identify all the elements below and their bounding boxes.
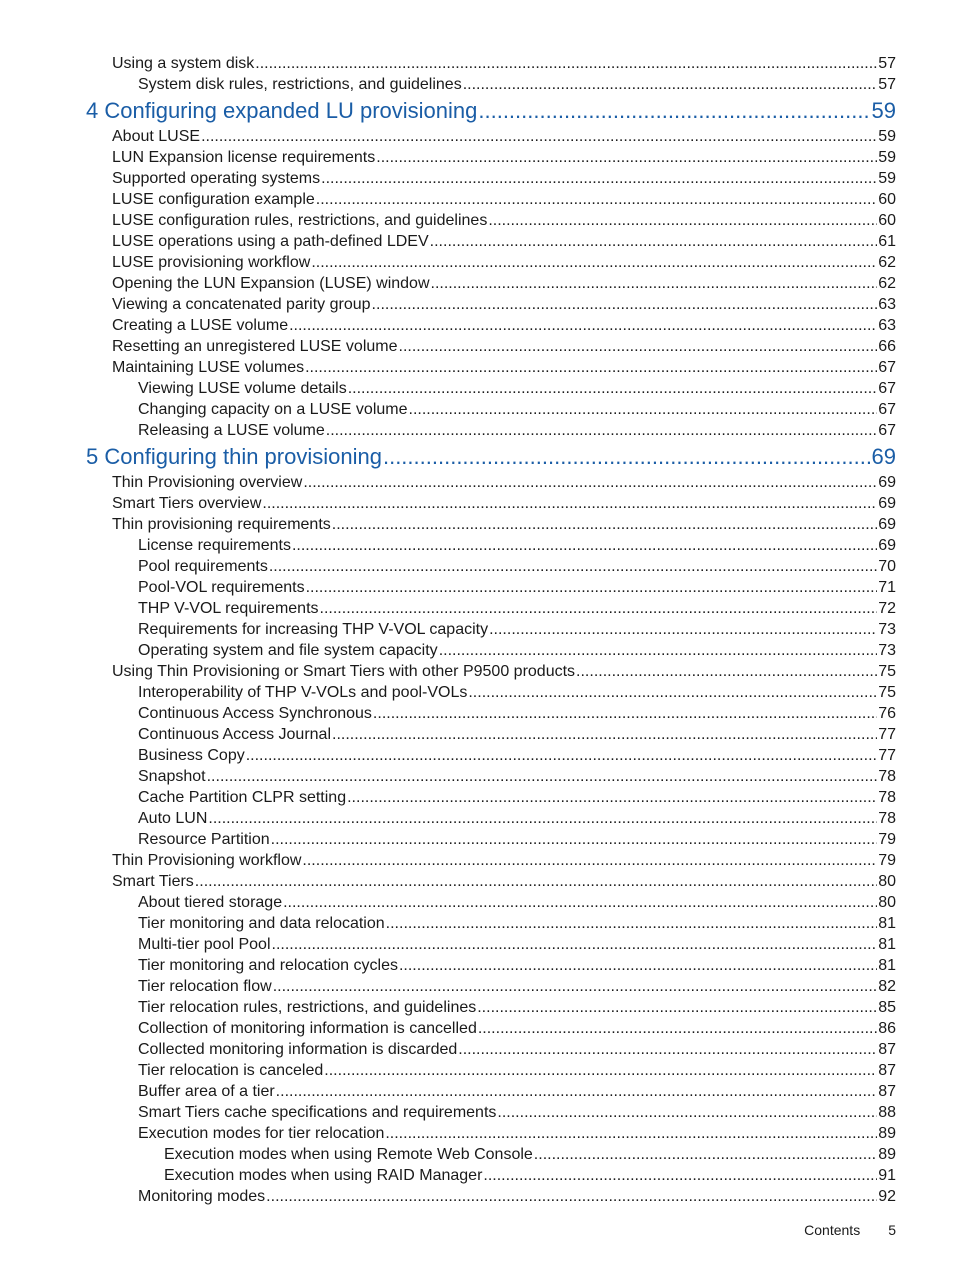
toc-entry[interactable] [0,474,954,495]
toc-entry-page: 78 [878,768,896,785]
toc-entry-title: System disk rules, restrictions, and guidelines [138,76,462,93]
toc-entry[interactable] [0,359,954,380]
toc-entry[interactable] [0,422,954,443]
toc-entry-title: Snapshot [138,768,206,785]
toc-entry-page: 73 [878,642,896,659]
toc-entry[interactable] [0,76,954,97]
toc-entry[interactable] [0,149,954,170]
toc-entry[interactable] [0,128,954,149]
toc-entry-title: Execution modes when using Remote Web Console [164,1146,533,1163]
toc-leader-dots [255,55,877,73]
toc-leader-dots [386,915,878,933]
toc-entry-title: Cache Partition CLPR setting [138,789,347,806]
toc-entry-page: 62 [878,254,896,271]
toc-entry-title: Supported operating systems [112,170,321,187]
toc-entry-title: Thin Provisioning workflow [112,852,302,869]
toc-entry-page: 67 [878,401,896,418]
toc-entry[interactable] [0,894,954,915]
toc-leader-dots [195,873,877,891]
toc-leader-dots [320,600,878,618]
toc-leader-dots [468,684,877,702]
toc-leader-dots [399,338,878,356]
toc-entry-title: Using Thin Provisioning or Smart Tiers with other P9500 products [112,663,576,680]
toc-entry-page: 69 [878,516,896,533]
toc-leader-dots [348,380,878,398]
toc-entry[interactable] [0,296,954,317]
toc-leader-dots [458,1041,877,1059]
toc-leader-dots [272,936,878,954]
toc-leader-dots [488,212,877,230]
toc-entry-page: 70 [878,558,896,575]
toc-leader-dots [439,642,878,660]
toc-entry[interactable] [0,212,954,233]
toc-entry-title: About tiered storage [138,894,283,911]
toc-entry-page: 81 [878,957,896,974]
toc-leader-dots [489,621,877,639]
toc-entry-page: 69 [878,537,896,554]
toc-entry-title: About LUSE [112,128,201,145]
toc-entry-title: Collection of monitoring information is cancelled [138,1020,477,1037]
page-footer [804,1222,896,1238]
toc-entry[interactable] [0,789,954,810]
toc-entry[interactable] [0,233,954,254]
toc-entry-title: Smart Tiers [112,873,194,890]
toc-entry-title: Auto LUN [138,810,208,827]
toc-entry[interactable] [0,317,954,338]
toc-entry[interactable] [0,55,954,76]
toc-leader-dots [385,1125,877,1143]
toc-entry[interactable] [0,495,954,516]
toc-entry[interactable] [0,852,954,873]
toc-leader-dots [332,516,877,534]
toc-entry-page: 67 [878,422,896,439]
toc-entry-page: 80 [878,873,896,890]
footer-page-number: 5 [888,1222,896,1238]
toc-entry-page: 59 [878,149,896,166]
toc-entry-title: Collected monitoring information is discarded [138,1041,458,1058]
toc-entry[interactable] [0,978,954,999]
toc-entry-page: 89 [878,1125,896,1142]
toc-leader-dots [302,852,877,870]
toc-entry-page: 87 [878,1062,896,1079]
toc-leader-dots [497,1104,877,1122]
toc-entry-page: 78 [878,789,896,806]
toc-leader-dots [347,789,877,807]
table-of-contents [0,55,954,1209]
toc-entry-title: Pool-VOL requirements [138,579,305,596]
toc-leader-dots [292,537,877,555]
toc-leader-dots [273,978,878,996]
toc-entry-title: Changing capacity on a LUSE volume [138,401,408,418]
toc-entry-page: 59 [878,128,896,145]
toc-entry-page: 69 [878,495,896,512]
toc-leader-dots [271,831,878,849]
toc-entry-page: 57 [878,55,896,72]
toc-leader-dots [303,474,877,492]
toc-entry-title: Tier relocation flow [138,978,272,995]
toc-entry[interactable] [0,254,954,275]
toc-leader-dots [311,254,877,272]
toc-entry-page: 81 [878,936,896,953]
toc-entry[interactable] [0,873,954,894]
toc-entry[interactable] [0,516,954,537]
toc-entry-page: 63 [878,317,896,334]
toc-leader-dots [305,359,877,377]
toc-leader-dots [208,810,877,828]
toc-entry-title: 4 Configuring expanded LU provisioning [86,98,478,123]
toc-leader-dots [201,128,877,146]
toc-entry-page: 80 [878,894,896,911]
toc-leader-dots [463,76,878,94]
toc-entry[interactable] [0,1020,954,1041]
toc-entry-title: Releasing a LUSE volume [138,422,325,439]
toc-entry-page: 75 [878,684,896,701]
toc-leader-dots [477,999,877,1017]
toc-entry-page: 87 [878,1083,896,1100]
toc-entry-title: Pool requirements [138,558,268,575]
toc-entry[interactable] [0,1062,954,1083]
toc-leader-dots [332,726,877,744]
toc-entry[interactable] [0,191,954,212]
toc-entry-title: Execution modes for tier relocation [138,1125,385,1142]
toc-leader-dots [262,495,877,513]
toc-entry-page: 67 [878,359,896,376]
toc-entry-title: Thin Provisioning overview [112,474,303,491]
toc-entry-page: 60 [878,212,896,229]
toc-entry[interactable] [0,1167,954,1188]
toc-entry[interactable] [0,1083,954,1104]
toc-entry[interactable] [0,1188,954,1209]
toc-entry-title: Requirements for increasing THP V-VOL capacity [138,621,489,638]
toc-entry[interactable] [0,380,954,401]
toc-entry-title: Monitoring modes [138,1188,266,1205]
toc-entry-page: 62 [878,275,896,292]
toc-entry-title: Operating system and file system capacity [138,642,438,659]
toc-entry[interactable] [0,338,954,359]
toc-entry[interactable] [0,957,954,978]
toc-entry-page: 91 [878,1167,896,1184]
toc-entry[interactable] [0,999,954,1020]
toc-entry-title: Maintaining LUSE volumes [112,359,305,376]
toc-entry[interactable] [0,915,954,936]
toc-leader-dots [326,422,877,440]
toc-entry-title: Continuous Access Journal [138,726,331,743]
toc-entry[interactable] [0,747,954,768]
toc-entry[interactable] [0,1104,954,1125]
toc-entry-page: 85 [878,999,896,1016]
toc-entry-page: 63 [878,296,896,313]
toc-leader-dots [306,579,878,597]
toc-entry[interactable] [0,537,954,558]
toc-entry-title: Multi-tier pool Pool [138,936,271,953]
toc-leader-dots [483,1167,877,1185]
toc-leader-dots [383,444,871,470]
toc-entry[interactable] [0,810,954,831]
toc-leader-dots [372,296,878,314]
toc-entry[interactable] [0,642,954,663]
toc-entry-page: 86 [878,1020,896,1037]
toc-entry-page: 78 [878,810,896,827]
toc-entry-title: 5 Configuring thin provisioning [86,444,382,469]
toc-leader-dots [276,1083,878,1101]
toc-entry-title: LUSE provisioning workflow [112,254,311,271]
toc-entry-title: Execution modes when using RAID Manager [164,1167,483,1184]
toc-entry-title: Continuous Access Synchronous [138,705,372,722]
toc-entry[interactable] [0,726,954,747]
toc-entry-page: 88 [878,1104,896,1121]
toc-entry-page: 89 [878,1146,896,1163]
toc-entry-title: Business Copy [138,747,245,764]
toc-entry-page: 61 [878,233,896,250]
toc-entry-page: 69 [871,444,896,469]
toc-entry-title: Tier relocation is canceled [138,1062,324,1079]
toc-entry[interactable] [0,275,954,296]
toc-entry-page: 66 [878,338,896,355]
toc-entry-page: 75 [878,663,896,680]
toc-leader-dots [266,1188,877,1206]
toc-entry[interactable] [0,684,954,705]
toc-entry-page: 92 [878,1188,896,1205]
toc-entry-page: 87 [878,1041,896,1058]
toc-entry-page: 76 [878,705,896,722]
toc-entry[interactable] [0,705,954,726]
toc-entry[interactable] [0,936,954,957]
toc-leader-dots [431,275,878,293]
toc-leader-dots [534,1146,877,1164]
toc-entry-title: THP V-VOL requirements [138,600,319,617]
toc-entry[interactable] [0,558,954,579]
toc-entry[interactable] [0,621,954,642]
toc-entry-page: 59 [871,98,896,123]
toc-chapter-entry[interactable] [0,98,954,128]
toc-leader-dots [373,705,877,723]
toc-entry-title: LUSE configuration example [112,191,315,208]
toc-entry-page: 71 [878,579,896,596]
toc-leader-dots [376,149,877,167]
toc-entry-page: 69 [878,474,896,491]
toc-entry-page: 72 [878,600,896,617]
toc-entry[interactable] [0,663,954,684]
toc-entry[interactable] [0,1146,954,1167]
toc-entry-title: LUN Expansion license requirements [112,149,376,166]
toc-entry-title: Buffer area of a tier [138,1083,275,1100]
toc-entry-title: License requirements [138,537,291,554]
toc-entry-title: Interoperability of THP V-VOLs and pool-VOLs [138,684,468,701]
toc-leader-dots [576,663,877,681]
toc-leader-dots [269,558,877,576]
toc-entry-title: Creating a LUSE volume [112,317,289,334]
toc-leader-dots [430,233,878,251]
toc-entry-page: 57 [878,76,896,93]
toc-entry-title: Viewing a concatenated parity group [112,296,371,313]
toc-entry-page: 81 [878,915,896,932]
toc-leader-dots [289,317,877,335]
toc-entry-page: 77 [878,747,896,764]
toc-entry-page: 60 [878,191,896,208]
toc-leader-dots [316,191,877,209]
toc-leader-dots [321,170,877,188]
toc-leader-dots [324,1062,877,1080]
toc-leader-dots [478,1020,877,1038]
toc-chapter-entry[interactable] [0,444,954,474]
toc-entry-title: Resource Partition [138,831,270,848]
toc-entry-page: 82 [878,978,896,995]
toc-entry-title: Resetting an unregistered LUSE volume [112,338,398,355]
toc-entry[interactable] [0,831,954,852]
toc-leader-dots [399,957,877,975]
toc-leader-dots [409,401,878,419]
toc-leader-dots [478,98,870,124]
toc-entry-title: Viewing LUSE volume details [138,380,347,397]
toc-entry-title: Thin provisioning requirements [112,516,331,533]
toc-entry[interactable] [0,600,954,621]
toc-entry[interactable] [0,1125,954,1146]
toc-entry[interactable] [0,1041,954,1062]
toc-leader-dots [207,768,878,786]
toc-entry[interactable] [0,579,954,600]
toc-leader-dots [246,747,877,765]
toc-entry-title: Tier relocation rules, restrictions, and guidelines [138,999,477,1016]
toc-entry-page: 73 [878,621,896,638]
toc-entry-title: Smart Tiers cache specifications and requirements [138,1104,497,1121]
toc-leader-dots [283,894,877,912]
toc-entry-page: 67 [878,380,896,397]
toc-entry-title: Tier monitoring and relocation cycles [138,957,398,974]
toc-entry-page: 59 [878,170,896,187]
toc-entry-title: Opening the LUN Expansion (LUSE) window [112,275,430,292]
toc-entry[interactable] [0,401,954,422]
toc-entry[interactable] [0,768,954,789]
toc-entry[interactable] [0,170,954,191]
footer-label: Contents [804,1222,861,1238]
toc-entry-title: Smart Tiers overview [112,495,262,512]
toc-entry-page: 77 [878,726,896,743]
toc-entry-title: Tier monitoring and data relocation [138,915,385,932]
toc-entry-title: Using a system disk [112,55,255,72]
toc-entry-title: LUSE configuration rules, restrictions, and guidelines [112,212,488,229]
toc-entry-page: 79 [878,831,896,848]
toc-entry-page: 79 [878,852,896,869]
toc-entry-title: LUSE operations using a path-defined LDEV [112,233,429,250]
